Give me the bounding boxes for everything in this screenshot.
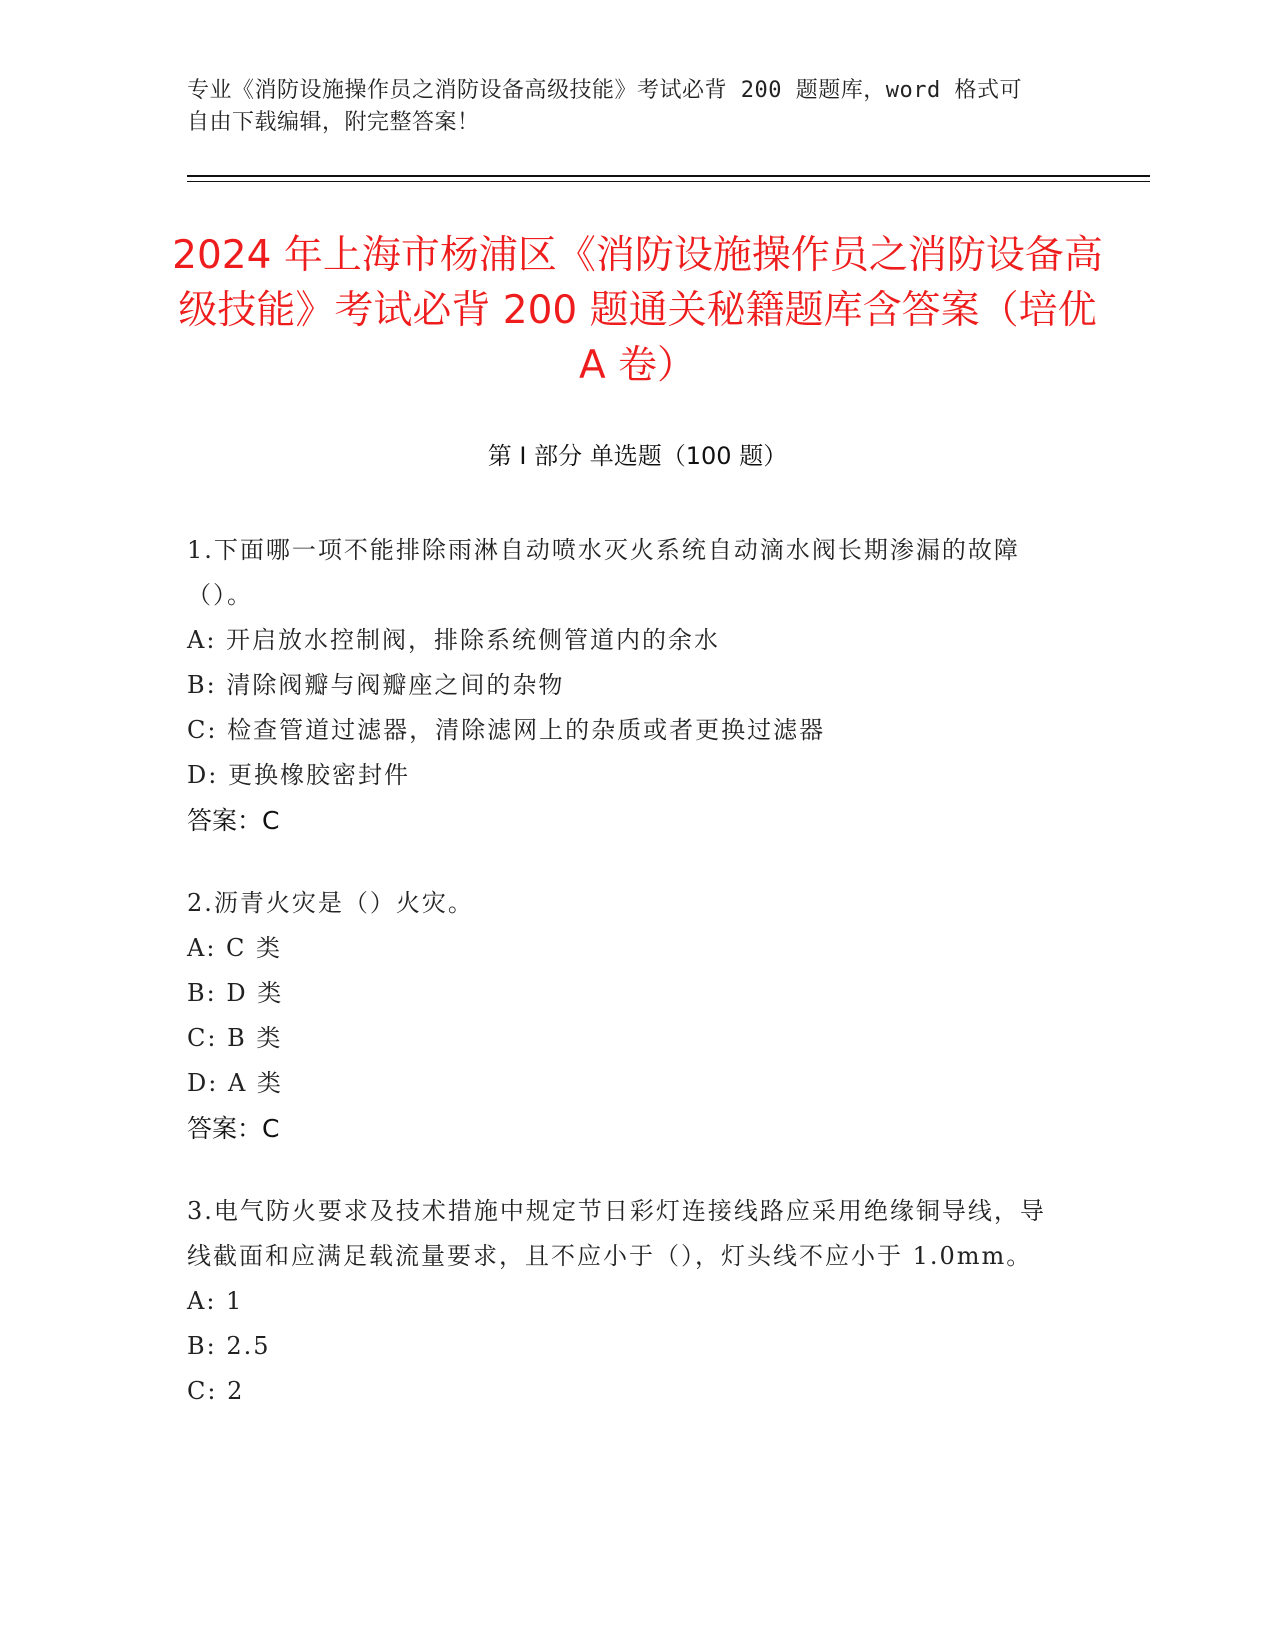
document-title: 2024 年上海市杨浦区《消防设施操作员之消防设备高级技能》考试必背 200 题通关秘籍题库含答案（培优 A 卷）	[172, 233, 1103, 388]
answer: 答案：C	[187, 806, 280, 835]
option-c: C: B 类	[187, 1024, 283, 1052]
question-1	[187, 528, 1067, 843]
option-a: A: 开启放水控制阀，排除系统侧管道内的余水	[187, 626, 721, 654]
question-stem: 3.电气防火要求及技术措施中规定节日彩灯连接线路应采用绝缘铜导线，导线截面和应满足载流量要求，且不应小于（），灯头线不应小于 1.0mm。	[187, 1197, 1046, 1270]
option-c: C: 2	[187, 1377, 245, 1405]
option-b: B: 清除阀瓣与阀瓣座之间的杂物	[187, 671, 565, 699]
header-note: 专业《消防设施操作员之消防设备高级技能》考试必背 200 题题库，word 格式可 自由下载编辑，附完整答案！	[187, 78, 1022, 135]
question-list	[187, 528, 1067, 1452]
option-a: A: C 类	[187, 934, 283, 962]
option-c: C: 检查管道过滤器，清除滤网上的杂质或者更换过滤器	[187, 716, 826, 744]
option-a: A: 1	[187, 1287, 244, 1315]
option-d: D: A 类	[187, 1069, 283, 1097]
question-stem: 2.沥青火灾是（）火灾。	[187, 889, 474, 917]
option-b: B: D 类	[187, 979, 284, 1007]
option-b: B: 2.5	[187, 1332, 271, 1360]
header-rule-thick	[187, 175, 1150, 177]
answer: 答案：C	[187, 1114, 280, 1143]
option-d: D: 更换橡胶密封件	[187, 761, 410, 789]
header-rule-thin	[187, 181, 1150, 182]
question-stem: 1.下面哪一项不能排除雨淋自动喷水灭火系统自动滴水阀长期渗漏的故障（）。	[187, 536, 1020, 609]
section-title: 第 I 部分 单选题（100 题）	[487, 442, 788, 470]
question-2	[187, 881, 1067, 1151]
question-3	[187, 1189, 1067, 1414]
